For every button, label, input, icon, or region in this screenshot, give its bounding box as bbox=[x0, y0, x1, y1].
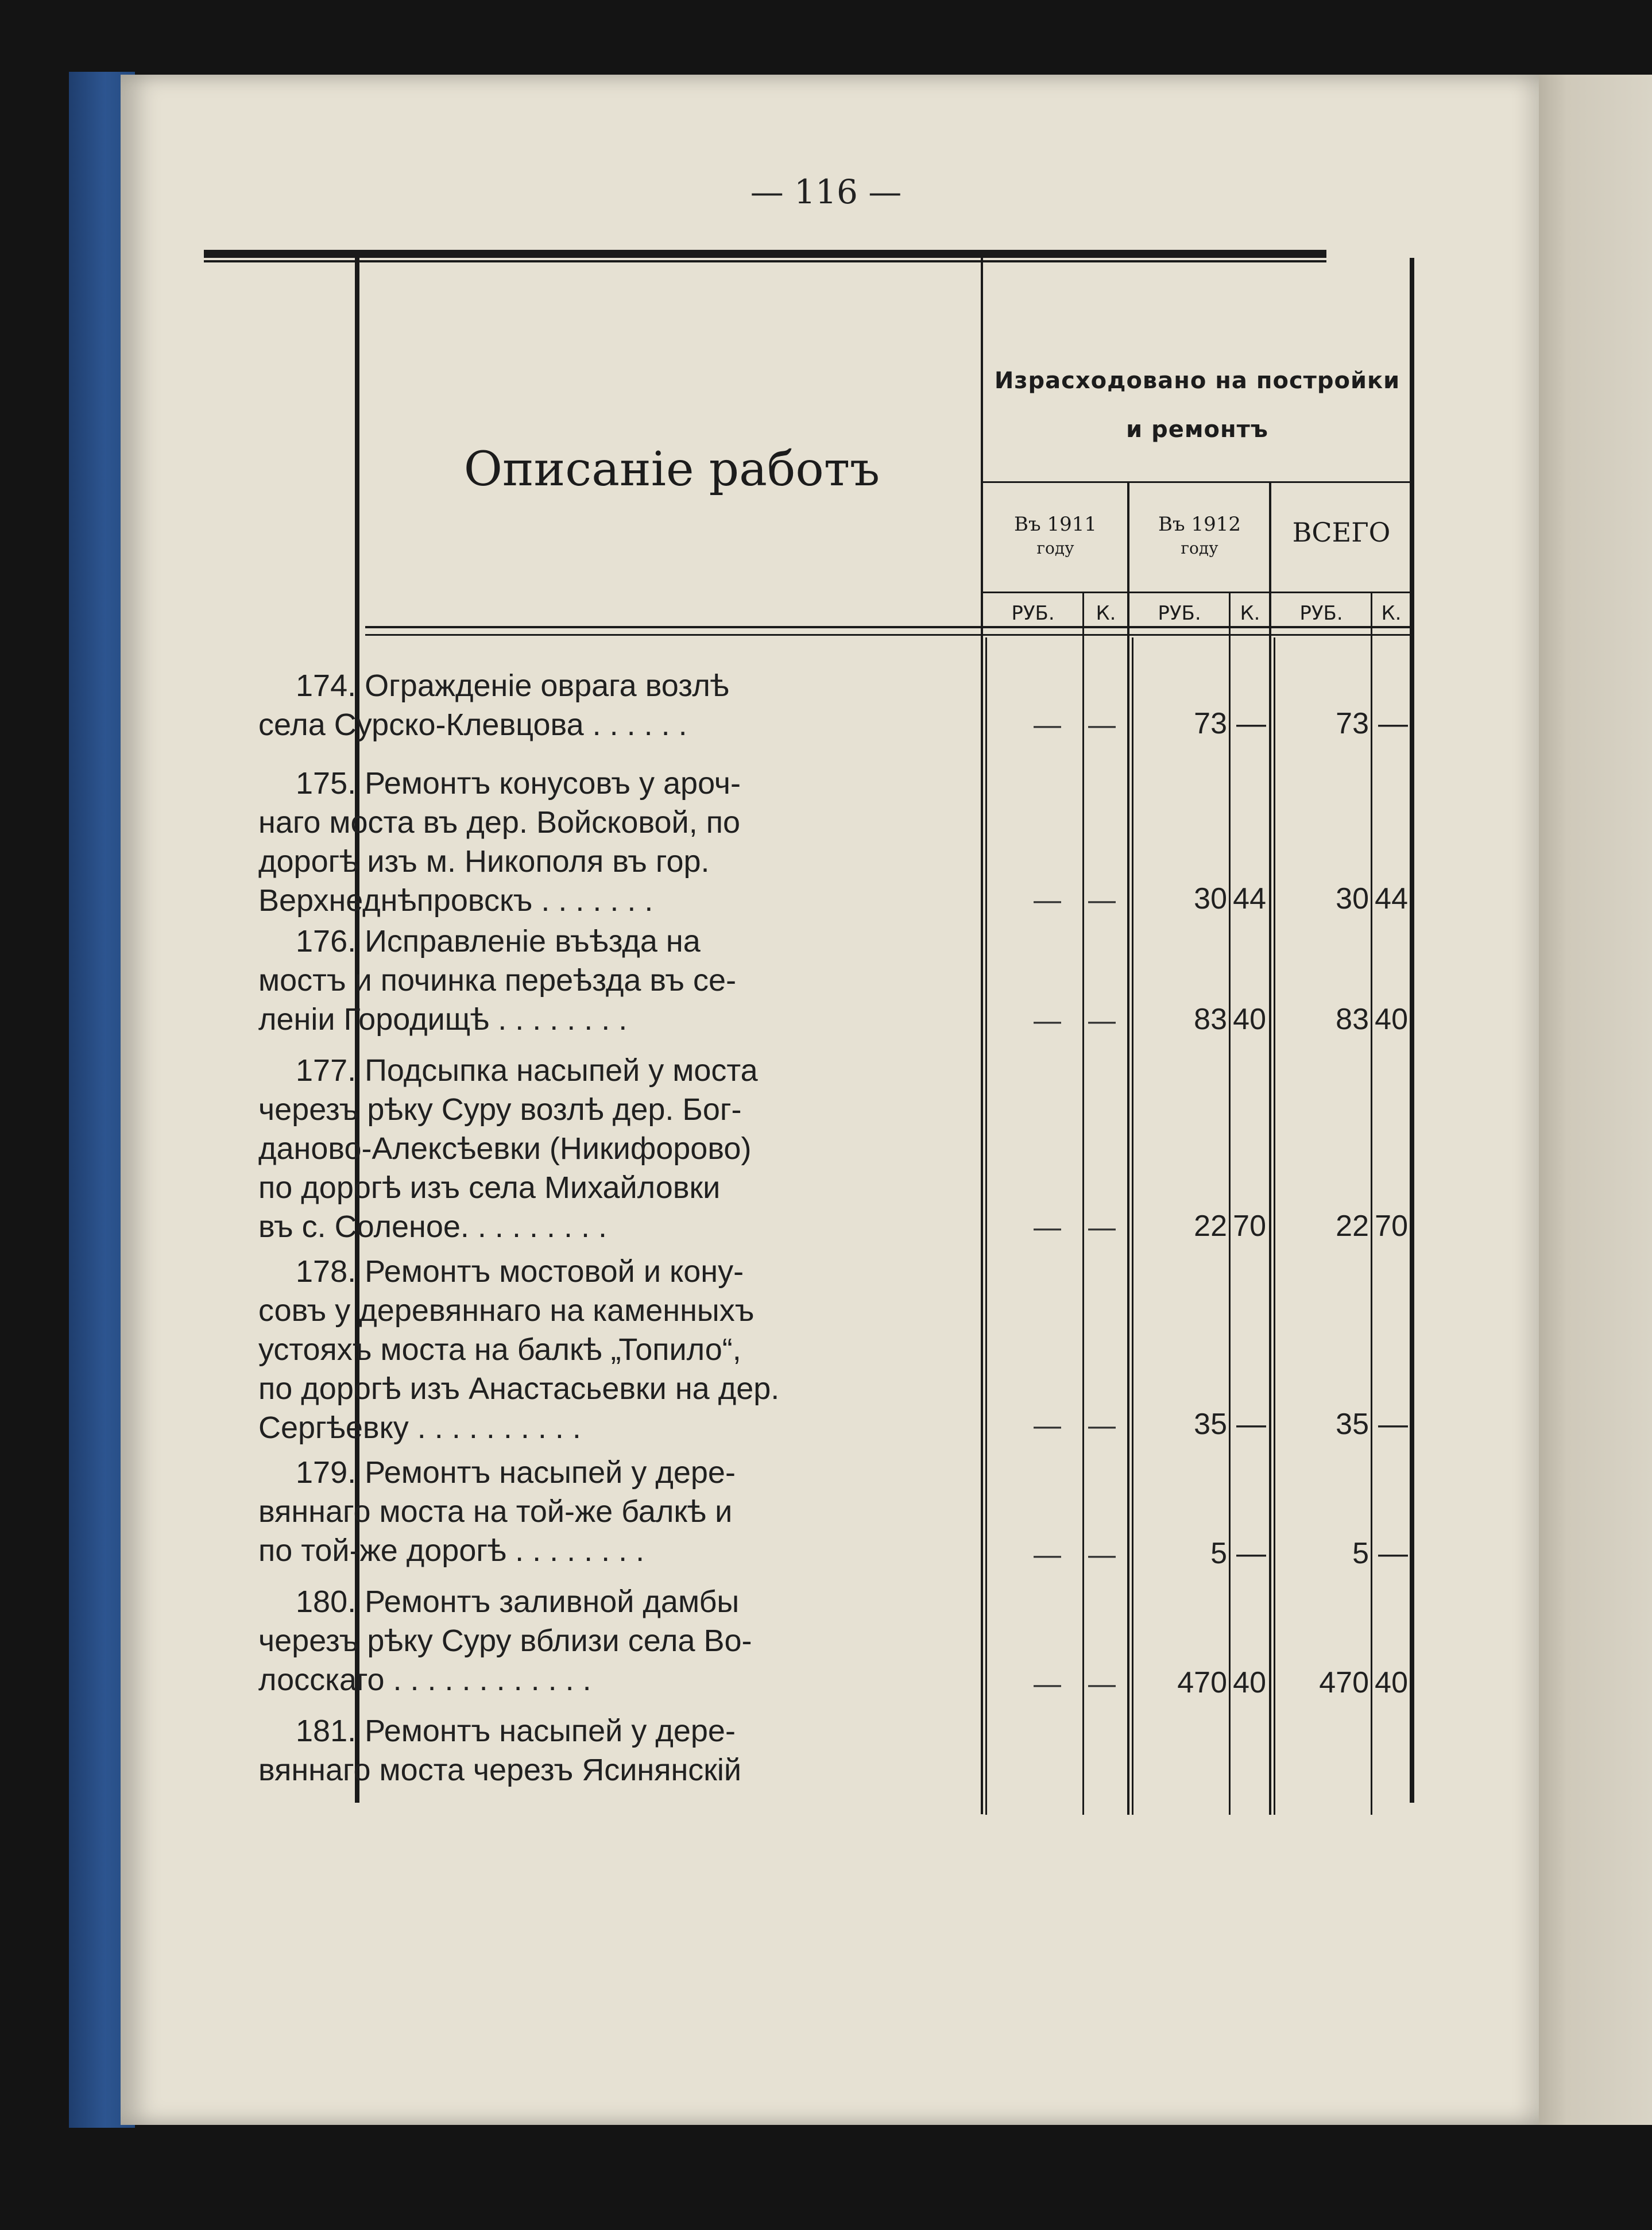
table-top-rule-thin bbox=[204, 260, 1326, 262]
entry-line: Сергѣевку . . . . . . . . . . bbox=[258, 1410, 581, 1445]
unit-kop-total: К. bbox=[1381, 602, 1402, 625]
amount-1912-kop: 40 bbox=[1233, 1666, 1266, 1699]
unit-kop-1911: К. bbox=[1096, 602, 1116, 625]
header-line-years bbox=[983, 481, 1411, 483]
amount-total-rub: 73 bbox=[1336, 707, 1369, 740]
entry-175 bbox=[258, 764, 970, 920]
entry-line: даново-Алексѣевки (Никифорово) bbox=[258, 1131, 752, 1166]
amount-1911-rub: — bbox=[1034, 710, 1061, 740]
amount-1911-kop: — bbox=[1088, 885, 1116, 915]
entry-line: лосскаго . . . . . . . . . . . . bbox=[258, 1663, 591, 1697]
amount-total-kop: 70 bbox=[1375, 1209, 1408, 1243]
entry-line: въ с. Соленое. . . . . . . . . bbox=[258, 1209, 607, 1244]
amount-1912-kop: — bbox=[1236, 1408, 1266, 1441]
entry-178 bbox=[258, 1252, 970, 1447]
entry-181 bbox=[258, 1711, 970, 1790]
entry-line: совъ у деревяннаго на каменныхъ bbox=[258, 1293, 755, 1328]
col-sep-desc-2 bbox=[985, 637, 987, 1815]
entry-line: леніи Городищѣ . . . . . . . . bbox=[258, 1002, 628, 1037]
entry-179 bbox=[258, 1453, 970, 1570]
page-number: — 116 — bbox=[750, 172, 902, 211]
column-header-1911-word: году bbox=[1036, 539, 1074, 558]
amount-total-rub: 30 bbox=[1336, 882, 1369, 915]
amount-total-kop: 44 bbox=[1375, 882, 1408, 915]
amount-total-kop: 40 bbox=[1375, 1666, 1408, 1699]
entry-line: по той-же дорогѣ . . . . . . . . bbox=[258, 1533, 645, 1568]
entry-line: 177. Подсыпка насыпей у моста bbox=[296, 1053, 758, 1088]
amount-1911-rub: — bbox=[1034, 1006, 1061, 1036]
unit-rub-1911: РУБ. bbox=[1011, 602, 1055, 625]
unit-kop-1912: К. bbox=[1240, 602, 1260, 625]
column-header-description: Описаніе работъ bbox=[463, 442, 880, 497]
amount-total-rub: 83 bbox=[1336, 1003, 1369, 1036]
entry-180 bbox=[258, 1582, 970, 1699]
amount-1912-rub: 470 bbox=[1177, 1666, 1227, 1699]
amount-total-rub: 35 bbox=[1336, 1408, 1369, 1441]
entry-line: 181. Ремонтъ насыпей у дере- bbox=[296, 1714, 736, 1748]
column-header-1911-year: Въ 1911 bbox=[1014, 513, 1097, 536]
amount-1911-kop: — bbox=[1088, 1212, 1116, 1243]
entry-line: 178. Ремонтъ мостовой и кону- bbox=[296, 1254, 744, 1289]
amount-1911-kop: — bbox=[1088, 1540, 1116, 1570]
entry-line: 174. Огражденіе оврага возлѣ bbox=[296, 668, 729, 703]
amount-total-kop: 40 bbox=[1375, 1003, 1408, 1036]
column-header-1912-year: Въ 1912 bbox=[1158, 513, 1241, 536]
amount-1911-rub: — bbox=[1034, 885, 1061, 915]
amount-1911-kop: — bbox=[1088, 1410, 1116, 1441]
amount-1911-rub: — bbox=[1034, 1669, 1061, 1699]
entry-line: дорогѣ изъ м. Никополя въ гор. bbox=[258, 844, 710, 879]
col-sep-1912 bbox=[1269, 482, 1271, 1815]
entry-line: села Сурско-Клевцова . . . . . . bbox=[258, 708, 687, 742]
amount-1912-kop: 40 bbox=[1233, 1003, 1266, 1036]
amount-1912-kop: 44 bbox=[1233, 882, 1266, 915]
amount-1912-rub: 30 bbox=[1194, 882, 1227, 915]
amount-1911-kop: — bbox=[1088, 710, 1116, 740]
amount-1912-rub: 35 bbox=[1194, 1408, 1227, 1441]
entry-line: вяннаго моста на той-же балкѣ и bbox=[258, 1494, 733, 1529]
entry-line: по дорогѣ изъ Анастасьевки на дер. bbox=[258, 1371, 780, 1406]
entry-line: 179. Ремонтъ насыпей у дере- bbox=[296, 1455, 736, 1490]
amount-1911-kop: — bbox=[1088, 1669, 1116, 1699]
entry-line: черезъ рѣку Суру вблизи села Во- bbox=[258, 1624, 752, 1658]
amount-total-rub: 5 bbox=[1352, 1537, 1369, 1570]
entry-line: 180. Ремонтъ заливной дамбы bbox=[296, 1584, 740, 1619]
unit-rub-total: РУБ. bbox=[1299, 602, 1343, 625]
amount-total-rub: 22 bbox=[1336, 1209, 1369, 1243]
table-right-border bbox=[1410, 258, 1414, 1803]
col-sep-1911 bbox=[1127, 482, 1129, 1815]
column-header-spent-2: и ремонтъ bbox=[1126, 416, 1268, 443]
entry-line: Верхнеднѣпровскъ . . . . . . . bbox=[258, 883, 653, 918]
col-sep-desc bbox=[981, 258, 983, 1814]
entry-line: вяннаго моста черезъ Ясинянскій bbox=[258, 1753, 742, 1787]
col-sep-kop-total bbox=[1371, 592, 1372, 1815]
entry-174 bbox=[258, 666, 970, 744]
amount-1912-rub: 5 bbox=[1210, 1537, 1227, 1570]
entry-line: черезъ рѣку Суру возлѣ дер. Бог- bbox=[258, 1092, 742, 1127]
column-header-total: ВСЕГО bbox=[1292, 517, 1391, 548]
amount-total-kop: — bbox=[1378, 1537, 1408, 1570]
table-top-rule bbox=[204, 250, 1326, 258]
amount-1912-rub: 83 bbox=[1194, 1003, 1227, 1036]
col-sep-kop-1911 bbox=[1082, 592, 1084, 1815]
unit-rub-1912: РУБ. bbox=[1158, 602, 1201, 625]
header-line-units bbox=[983, 592, 1411, 593]
amount-1912-rub: 73 bbox=[1194, 707, 1227, 740]
entry-line: 176. Исправленіе въѣзда на bbox=[296, 924, 701, 959]
amount-1911-rub: — bbox=[1034, 1212, 1061, 1243]
entry-line: наго моста въ дер. Войсковой, по bbox=[258, 805, 740, 840]
amount-1912-rub: 22 bbox=[1194, 1209, 1227, 1243]
amount-1912-kop: — bbox=[1236, 1537, 1266, 1570]
column-header-spent: Израсходовано на постройки bbox=[994, 368, 1400, 394]
amount-1911-rub: — bbox=[1034, 1540, 1061, 1570]
header-bottom-line bbox=[365, 626, 1411, 628]
amount-total-kop: — bbox=[1378, 1408, 1408, 1441]
amount-1911-kop: — bbox=[1088, 1006, 1116, 1036]
entry-176 bbox=[258, 922, 970, 1039]
entry-line: по дорогѣ изъ села Михайловки bbox=[258, 1170, 721, 1205]
amount-total-kop: — bbox=[1378, 707, 1408, 740]
column-header-1912-word: году bbox=[1181, 539, 1218, 558]
amount-total-rub: 470 bbox=[1319, 1666, 1369, 1699]
col-sep-kop-1912 bbox=[1229, 592, 1231, 1815]
column-header-1912 bbox=[1129, 512, 1270, 561]
entry-line: 175. Ремонтъ конусовъ у ароч- bbox=[296, 766, 741, 801]
entry-line: устояхъ моста на балкѣ „Топило“, bbox=[258, 1332, 741, 1367]
next-page-edge bbox=[1539, 75, 1652, 2125]
amount-1911-rub: — bbox=[1034, 1410, 1061, 1441]
entry-177 bbox=[258, 1051, 970, 1246]
amount-1912-kop: 70 bbox=[1233, 1209, 1266, 1243]
header-bottom-line-2 bbox=[365, 634, 1411, 636]
entry-line: мостъ и починка переѣзда въ се- bbox=[258, 963, 737, 998]
amount-1912-kop: — bbox=[1236, 707, 1266, 740]
column-header-1911 bbox=[983, 512, 1128, 561]
